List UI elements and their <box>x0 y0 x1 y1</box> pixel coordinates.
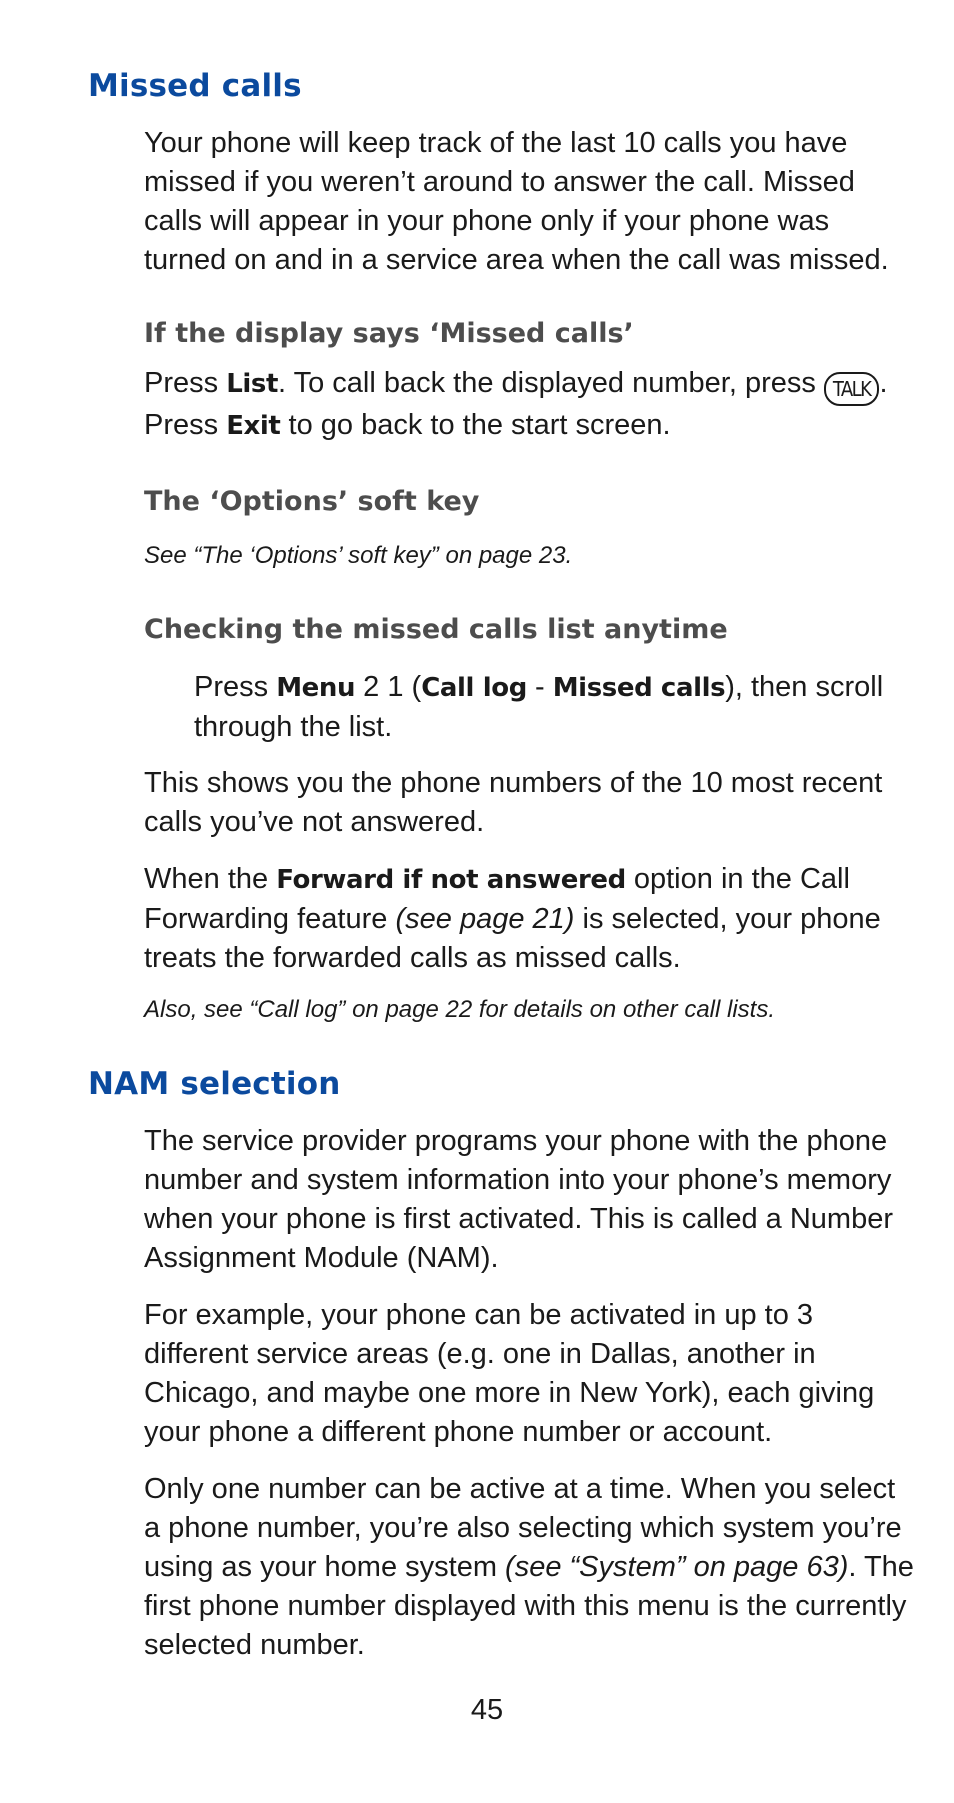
text-run: . To call back the displayed number, press <box>277 367 824 399</box>
nam-paragraph-2: For example, your phone can be activated in up to 3 different service areas (e.g. one in Dallas, another in Chicago, and maybe one more in New York), each giving your phone a different phone number or account. <box>144 1299 875 1448</box>
text-run: Press <box>194 671 277 703</box>
forward-option-label: Forward if not answered <box>276 865 626 895</box>
section-heading-nam-selection: NAM selection <box>88 1066 341 1102</box>
display-says-instructions <box>144 364 914 446</box>
text-run: is selected, your phone treats the forwarded calls as missed calls. <box>144 903 881 974</box>
text-run: 2 1 ( <box>355 671 422 703</box>
subheading-checking-missed-calls: Checking the missed calls list anytime <box>144 614 728 645</box>
exit-key-label: Exit <box>226 411 281 441</box>
page-number: 45 <box>470 1694 504 1726</box>
text-run: to go back to the start screen. <box>280 409 671 441</box>
missed-calls-intro: Your phone will keep track of the last 10 calls you have missed if you weren’t around to answer the call. Missed calls will appear in your phone only if your phone was turned on and in a service area when the call was missed. <box>144 127 889 276</box>
section-heading-missed-calls: Missed calls <box>88 68 302 104</box>
text-run: - <box>526 671 553 703</box>
talk-key-icon: TALK <box>824 372 880 406</box>
page-reference: (see page 21) <box>395 903 575 935</box>
menu-key-label: Menu <box>276 673 356 703</box>
list-key-label: List <box>226 369 278 399</box>
text-run: . The first phone number displayed with this menu is the currently selected number. <box>144 1551 914 1661</box>
call-log-label: Call log <box>421 673 527 703</box>
text-run: option in the Call Forwarding feature <box>144 863 850 935</box>
options-key-reference: See “The ‘Options’ soft key” on page 23. <box>144 542 573 569</box>
nam-paragraph-3 <box>144 1470 914 1665</box>
missed-calls-label: Missed calls <box>552 673 726 703</box>
text-run: . Press <box>144 367 888 441</box>
subheading-options-soft-key: The ‘Options’ soft key <box>144 486 480 517</box>
nam-paragraph-1: The service provider programs your phone with the phone number and system information into your phone’s memory when your phone is first activated. This is called a Number Assignment Module (NAM). <box>144 1125 893 1274</box>
text-run: ), then scroll through the list. <box>194 671 884 743</box>
page-reference: (see “System” on page 63) <box>505 1551 849 1583</box>
call-log-reference: Also, see “Call log” on page 22 for details on other call lists. <box>144 996 775 1023</box>
text-run: Press <box>144 367 227 399</box>
text-run: When the <box>144 863 277 895</box>
checking-description: This shows you the phone numbers of the 10 most recent calls you’ve not answered. <box>144 767 883 838</box>
checking-instructions <box>194 668 914 747</box>
text-run: Only one number can be active at a time. When you select a phone number, you’re also selecting which system you’re using as your home system <box>144 1473 902 1583</box>
subheading-display-says: If the display says ‘Missed calls’ <box>144 318 634 349</box>
forwarding-note <box>144 860 914 978</box>
